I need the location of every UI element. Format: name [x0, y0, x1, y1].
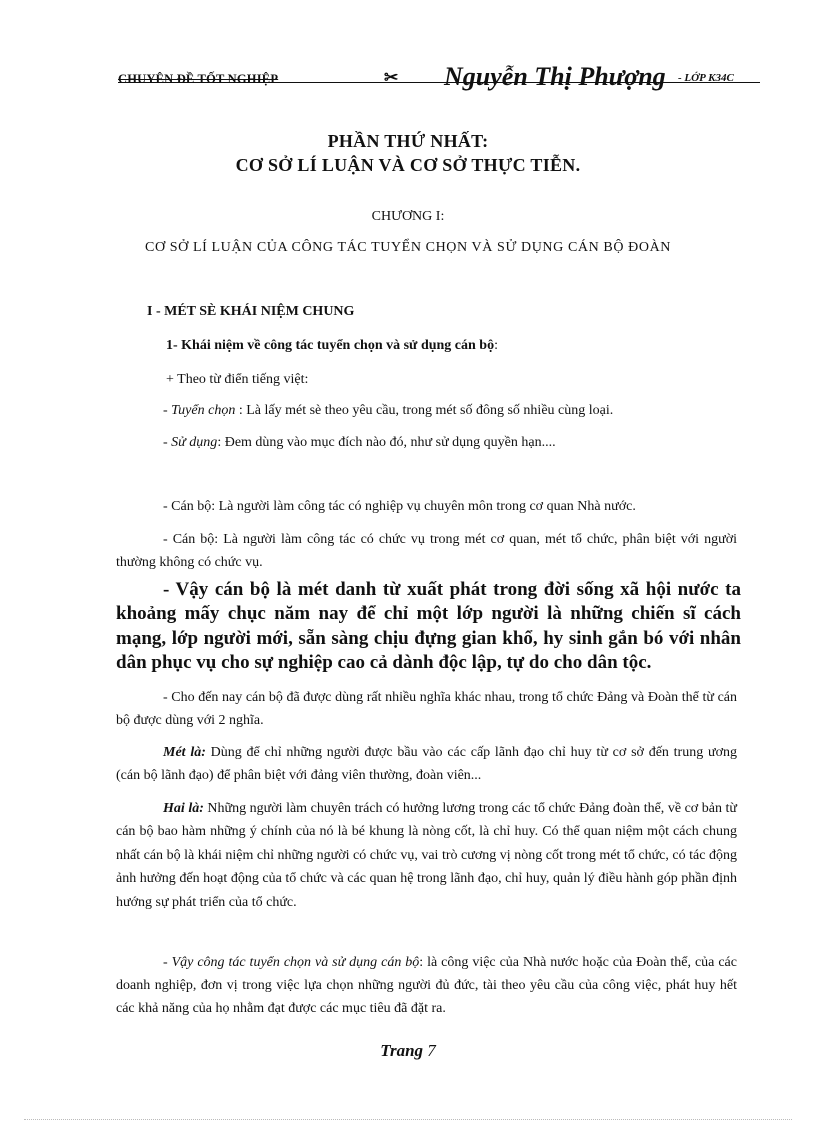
paragraph-hai-la — [116, 797, 737, 914]
scissors-icon: ✂ — [384, 68, 399, 87]
term-hai-la: Hai là: — [163, 801, 204, 816]
paragraph-conclusion: - Vậy công tác tuyển chọn và sử dụng cán bộ: là công việc của Nhà nước hoặc của Đoàn thể, của các doanh nghiệp, đơn vị trong việc lựa chọn những người đủ đức, tài theo yêu cầu của công việc, phát huy hết các khả năng của họ nhằm đạt được các mục tiêu đã đặt ra. — [116, 955, 737, 1016]
subsection-heading — [166, 338, 498, 354]
page-footer — [0, 1041, 816, 1061]
header-author-name: Nguyễn Thị Phượng — [444, 62, 666, 91]
chapter-title: CƠ SỞ LÍ LUẬN CỦA CÔNG TÁC TUYỂN CHỌN VÀ SỬ DỤNG CÁN BỘ ĐOÀN — [145, 240, 671, 255]
emphasis-paragraph: - Vậy cán bộ là mét danh từ xuất phát trong đời sống xã hội nước ta khoảng mấy chục năm nay để chỉ một lớp người là những chiến sĩ cách mạng, lớp người mới, sẵn sàng chịu đựng gian khổ, hy sinh gắn bó với nhân dân phục vụ cho sự nghiệp cao cả dành độc lập, tự do cho dân tộc. — [116, 579, 741, 673]
def-tuyen-chon-text: : Là lấy mét sè theo yêu cầu, trong mét số đông số nhiều cùng loại. — [235, 403, 614, 418]
def-su-dung: - Sử dụng: Đem dùng vào mục đích nào đó, như sử dụng quyền hạn.... — [163, 435, 556, 450]
header-doc-type: CHUYÊN ĐỀ TỐT NGHIỆP — [118, 72, 279, 86]
term-met-la: Mét là: — [163, 745, 206, 760]
met-la-text: Dùng để chỉ những người được bầu vào các cấp lãnh đạo chỉ huy từ cơ sở đến trung ương (cán bộ lãnh đạo) để phân biệt với đảng viên thường, đoàn viên... — [116, 745, 737, 783]
page-bottom-border — [24, 1119, 792, 1120]
chapter-label: CHƯƠNG I: — [371, 209, 445, 224]
paragraph-meanings: - Cho đến nay cán bộ đã được dùng rất nhiều nghĩa khác nhau, trong tổ chức Đảng và Đoàn thể từ cán bộ được dùng với 2 nghĩa. — [116, 690, 737, 728]
term-su-dung: Sử dụng — [171, 435, 218, 450]
part-title-line2: CƠ SỞ LÍ LUẬN VÀ CƠ SỞ THỰC TIỄN. — [235, 155, 581, 175]
def-can-bo-2: - Cán bộ: Là người làm công tác có chức vụ trong mét cơ quan, mét tổ chức, phân biệt với người thường không có chức vụ. — [116, 532, 737, 570]
page-header — [118, 62, 760, 92]
subsection-title: 1- Khái niệm về công tác tuyển chọn và sử dụng cán bộ — [166, 338, 495, 353]
subsection-colon: : — [494, 338, 498, 353]
header-class: - LỚP K34C — [678, 72, 734, 84]
section-heading: I - MÉT SÈ KHÁI NIỆM CHUNG — [147, 304, 355, 319]
page-label: Trang — [380, 1041, 424, 1060]
def-can-bo-1: - Cán bộ: Là người làm công tác có nghiệp vụ chuyên môn trong cơ quan Nhà nước. — [163, 499, 636, 514]
term-tuyen-chon: Tuyển chọn — [171, 403, 236, 418]
paragraph-met-la — [116, 741, 737, 787]
page-number: 7 — [427, 1041, 436, 1060]
conclusion-text: : là công việc của Nhà nước hoặc của Đoàn thể, của các doanh nghiệp, đơn vị trong việc lựa chọn những người đủ đức, tài theo yêu cầu của công việc, phát huy hết các khả năng của họ nhằm đạt được các mục tiêu đã đặt ra. — [116, 955, 737, 1016]
hai-la-text: Những người làm chuyên trách có hưởng lương trong các tổ chức Đảng đoàn thể, về cơ bản từ cán bộ bao hàm những ý chính của nó là bé khung là nòng cốt, là chỉ huy. Có thể quan niệm một cách chung nhất cán bộ là khái niệm chỉ những người có chức vụ, vai trò cương vị nòng cốt trong mét tổ chức, có tác động ảnh hưởng đến hoạt động của tổ chức và các quan hệ trong lãnh đạo, chỉ huy, quản lý điều hành góp phần định hướng sự phát triển của tổ chức. — [116, 801, 737, 910]
def-su-dung-text: : Đem dùng vào mục đích nào đó, như sử dụng quyền hạn.... — [217, 435, 556, 450]
dict-line: + Theo từ điển tiếng việt: — [166, 372, 309, 387]
part-title-line1: PHẦN THỨ NHẤT: — [327, 131, 489, 151]
term-conclusion: Vậy công tác tuyển chọn và sử dụng cán bộ — [171, 955, 420, 970]
def-tuyen-chon: - Tuyển chọn : Là lấy mét sè theo yêu cầu, trong mét số đông số nhiều cùng loại. — [163, 403, 614, 418]
